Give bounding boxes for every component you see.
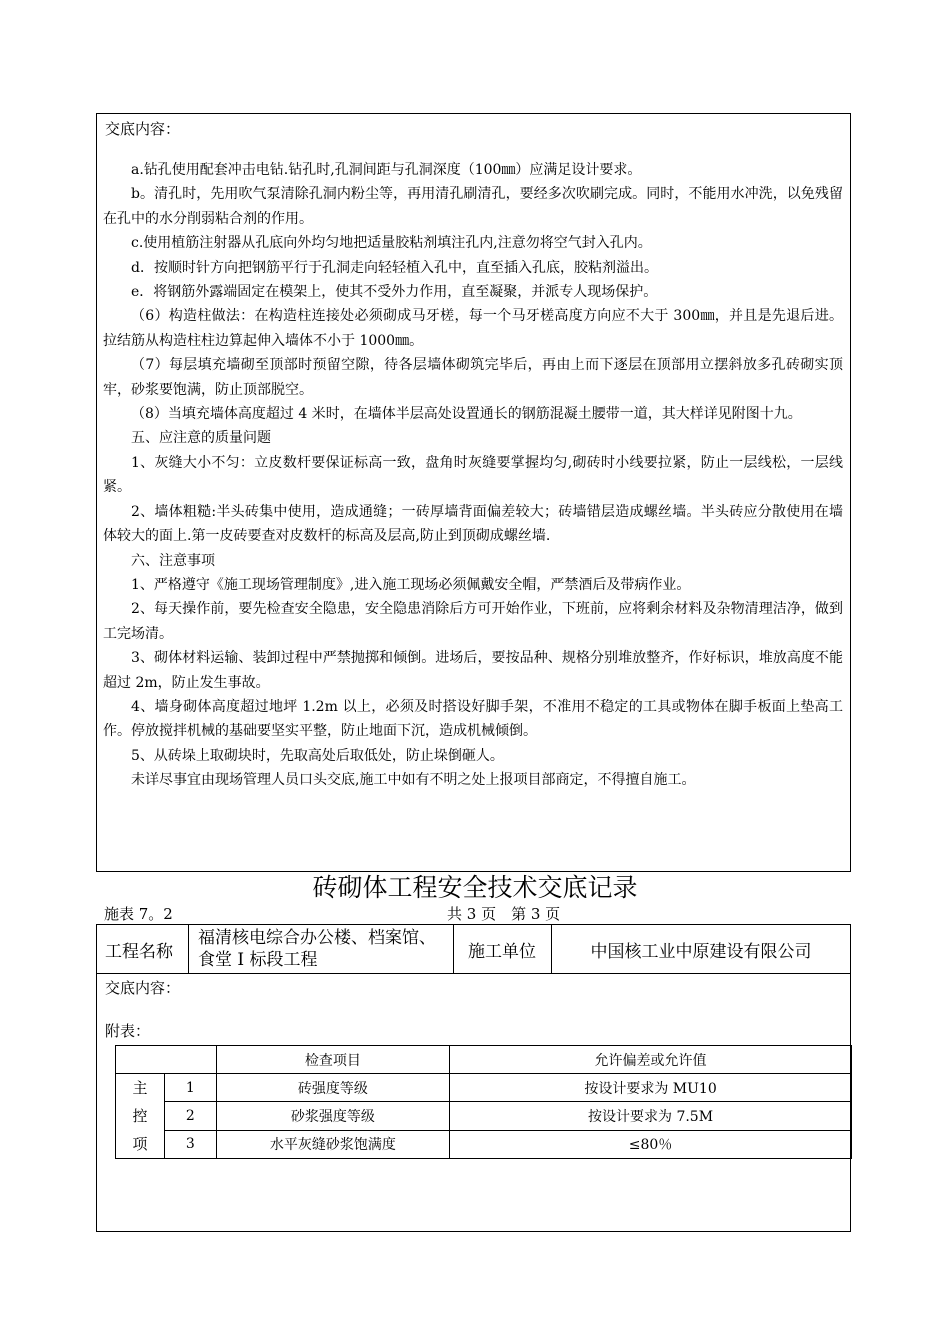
paragraph: （7）每层填充墙砌至顶部时预留空隙，待各层墙体砌筑完毕后，再由上而下逐层在顶部用立摆斜放多孔砖砌实顶牢，砂浆要饱满，防止顶部脱空。 — [103, 357, 843, 398]
row-number: 2 — [164, 1102, 216, 1130]
construction-unit-value: 中国核工业中原建设有限公司 — [590, 941, 812, 962]
header-item: 检查项目 — [216, 1046, 449, 1074]
paragraph: d．按顺时针方向把钢筋平行于孔洞走向轻轻植入孔中，直至插入孔底，胶粘剂溢出。 — [131, 259, 658, 276]
form-box — [96, 924, 851, 1232]
paragraph: 1、严格遵守《施工现场管理制度》,进入施工现场必须佩戴安全帽，严禁酒后及带病作业。 — [131, 576, 691, 593]
section-heading: 六、注意事项 — [131, 552, 215, 569]
project-name-label: 工程名称 — [105, 941, 173, 962]
table-header-row — [116, 1046, 852, 1074]
table-row — [116, 1102, 852, 1130]
paragraph: （6）构造柱做法：在构造柱连接处必须砌成马牙槎，每一个马牙槎高度方向应不大于 300㎜，并且是先退后进。拉结筋从构造柱柱边算起伸入墙体不小于 1000㎜。 — [103, 308, 843, 349]
section-heading: 五、应注意的质量问题 — [131, 430, 271, 447]
paragraph: 4、墙身砌体高度超过地坪 1.2m 以上，必须及时搭设好脚手架，不准用不稳定的工具或物体在脚手板面上垫高工作。停放搅拌机械的基础要坚实平整，防止地面下沉，造成机械倾倒。 — [103, 698, 843, 740]
row-number: 3 — [164, 1130, 216, 1158]
form-code: 施表 7。2 — [104, 905, 173, 923]
construction-unit-label: 施工单位 — [468, 941, 536, 962]
row-item: 砖强度等级 — [216, 1074, 449, 1102]
page-count: 共 3 页 第 3 页 — [447, 905, 561, 923]
main-control-group: 主控项 — [116, 1074, 165, 1159]
content-body — [103, 158, 843, 793]
paragraph: 5、从砖垛上取砌块时，先取高处后取低处，防止垛倒砸人。 — [131, 747, 504, 764]
form-title: 砖砌体工程安全技术交底记录 — [312, 873, 638, 902]
header-tolerance: 允许偏差或允许值 — [450, 1046, 852, 1074]
content-label: 交底内容： — [105, 120, 181, 138]
content-box-top — [96, 113, 851, 872]
paragraph: 2、墙体粗糙:半头砖集中使用，造成通缝；一砖厚墙背面偏差较大；砖墙错层造成螺丝墙。半头砖应分散使用在墙体较大的面上.第一皮砖要查对皮数杆的标高及层高,防止到顶砌成螺丝墙. — [103, 503, 843, 545]
table-row — [116, 1074, 852, 1102]
appendix-label: 附表： — [105, 1022, 151, 1040]
paragraph: c.使用植筋注射器从孔底向外均匀地把适量胶粘剂填注孔内,注意勿将空气封入孔内。 — [131, 235, 652, 252]
content-label-2: 交底内容： — [105, 979, 181, 997]
header-row — [97, 925, 850, 974]
paragraph: （8）当填充墙体高度超过 4 米时，在墙体半层高处设置通长的钢筋混凝土腰带一道，其大样详见附图十九。 — [131, 406, 802, 423]
row-number: 1 — [164, 1074, 216, 1102]
project-name-value: 福清核电综合办公楼、档案馆、食堂 I 标段工程 — [198, 928, 436, 970]
header-blank — [116, 1046, 217, 1074]
table-row — [116, 1130, 852, 1158]
paragraph: 3、砌体材料运输、装卸过程中严禁抛掷和倾倒。进场后，要按品种、规格分别堆放整齐，作好标识，堆放高度不能超过 2m，防止发生事故。 — [103, 650, 843, 691]
paragraph: e．将钢筋外露端固定在模架上，使其不受外力作用，直至凝聚，并派专人现场保护。 — [131, 284, 658, 301]
row-item: 砂浆强度等级 — [216, 1102, 449, 1130]
row-value: 按设计要求为 7.5M — [450, 1102, 852, 1130]
paragraph: 1、灰缝大小不匀：立皮数杆要保证标高一致，盘角时灰缝要掌握均匀,砌砖时小线要拉紧，防止一层线松，一层线紧。 — [103, 454, 843, 496]
row-value: ≤80％ — [450, 1130, 852, 1158]
row-item: 水平灰缝砂浆饱满度 — [216, 1130, 449, 1158]
row-value: 按设计要求为 MU10 — [450, 1074, 852, 1102]
paragraph: 未详尽事宜由现场管理人员口头交底,施工中如有不明之处上报项目部商定，不得擅自施工。 — [131, 772, 696, 789]
inspection-table — [115, 1045, 852, 1159]
paragraph: b。清孔时，先用吹气泵清除孔洞内粉尘等，再用清孔刷清孔，要经多次吹刷完成。同时，不能用水冲洗，以免残留在孔中的水分削弱粘合剂的作用。 — [103, 186, 843, 227]
paragraph: 2、每天操作前，要先检查安全隐患，安全隐患消除后方可开始作业，下班前，应将剩余材料及杂物清理洁净，做到工完场清。 — [103, 601, 843, 642]
paragraph: a.钻孔使用配套冲击电钻.钻孔时,孔洞间距与孔洞深度（100㎜）应满足设计要求。 — [131, 162, 642, 178]
